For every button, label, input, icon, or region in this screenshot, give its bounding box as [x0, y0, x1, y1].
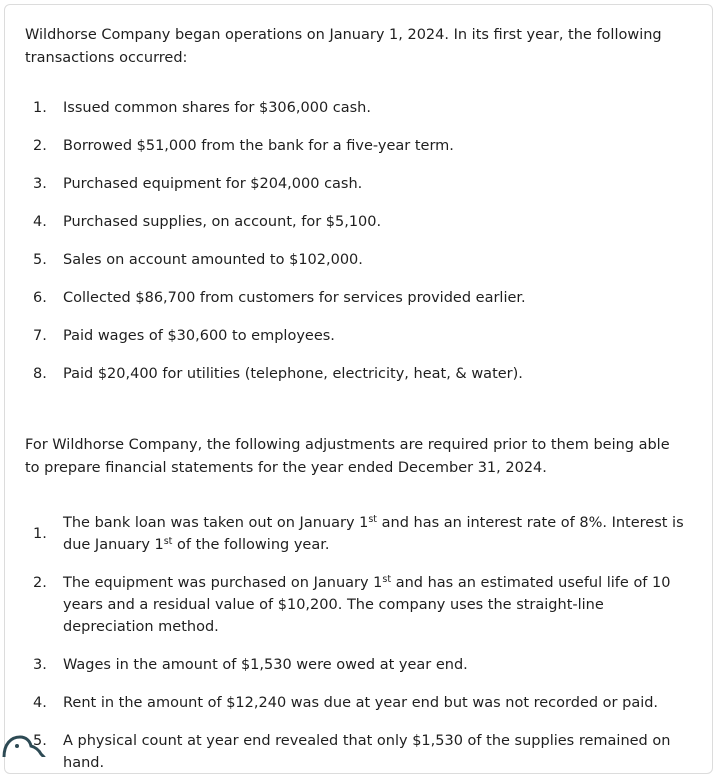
item-text: Rent in the amount of $12,240 was due at year end but was not recorded or paid. — [63, 695, 659, 711]
item-text: Wages in the amount of $1,530 were owed at year end. — [63, 657, 468, 673]
superscript: st — [382, 574, 392, 585]
question-card — [4, 4, 713, 774]
item-text-part: and has an estimated useful life of 10 years and a residual value of $10,200. The company uses the straight-line depreciation method. — [63, 575, 671, 635]
list-item — [33, 730, 693, 774]
item-text: Sales on account amounted to $102,000. — [63, 252, 363, 268]
list-item — [33, 325, 693, 347]
item-text-part: The bank loan was taken out on January 1 — [63, 515, 369, 531]
adjustments-intro: For Wildhorse Company, the following adjustments are required prior to them being able to prepare financial statements for the year ended December 31, 2024. — [25, 437, 670, 476]
item-number: 1. — [33, 526, 47, 542]
item-number: 8. — [33, 366, 47, 382]
superscript: st — [368, 514, 378, 525]
logo-icon — [0, 733, 46, 757]
item-text-part: of the following year. — [172, 537, 330, 553]
list-item — [33, 654, 693, 676]
item-text: Issued common shares for $306,000 cash. — [63, 100, 371, 116]
list-item — [33, 173, 693, 195]
adjustments-list — [33, 512, 693, 774]
list-item — [33, 211, 693, 233]
item-text: Borrowed $51,000 from the bank for a five-year term. — [63, 138, 454, 154]
list-item — [33, 692, 693, 714]
list-item — [33, 572, 693, 638]
item-number: 6. — [33, 290, 47, 306]
list-item — [33, 249, 693, 271]
item-text: Collected $86,700 from customers for services provided earlier. — [63, 290, 526, 306]
item-number: 5. — [33, 252, 47, 268]
item-number: 4. — [33, 214, 47, 230]
item-text: Purchased supplies, on account, for $5,100. — [63, 214, 382, 230]
superscript: st — [163, 536, 173, 547]
item-number: 4. — [33, 695, 47, 711]
list-item — [33, 363, 693, 385]
item-text: Paid $20,400 for utilities (telephone, electricity, heat, & water). — [63, 366, 523, 382]
item-number: 3. — [33, 176, 47, 192]
item-text-part: The equipment was purchased on January 1 — [63, 575, 383, 591]
transactions-list — [33, 97, 693, 385]
item-number: 1. — [33, 100, 47, 116]
item-number: 2. — [33, 575, 47, 591]
item-number: 5. — [33, 733, 47, 749]
list-item — [33, 135, 693, 157]
item-text: A physical count at year end revealed that only $1,530 of the supplies remained on hand. — [63, 733, 671, 771]
list-item — [33, 287, 693, 309]
intro-paragraph: Wildhorse Company began operations on January 1, 2024. In its first year, the following transactions occurred: — [25, 27, 662, 66]
item-number: 7. — [33, 328, 47, 344]
list-item — [33, 512, 693, 556]
item-number: 2. — [33, 138, 47, 154]
item-number: 3. — [33, 657, 47, 673]
list-item — [33, 97, 693, 119]
item-text: Paid wages of $30,600 to employees. — [63, 328, 335, 344]
item-text-part: and has an interest rate of 8%. Interest is due January 1 — [63, 515, 684, 553]
item-text: Purchased equipment for $204,000 cash. — [63, 176, 363, 192]
